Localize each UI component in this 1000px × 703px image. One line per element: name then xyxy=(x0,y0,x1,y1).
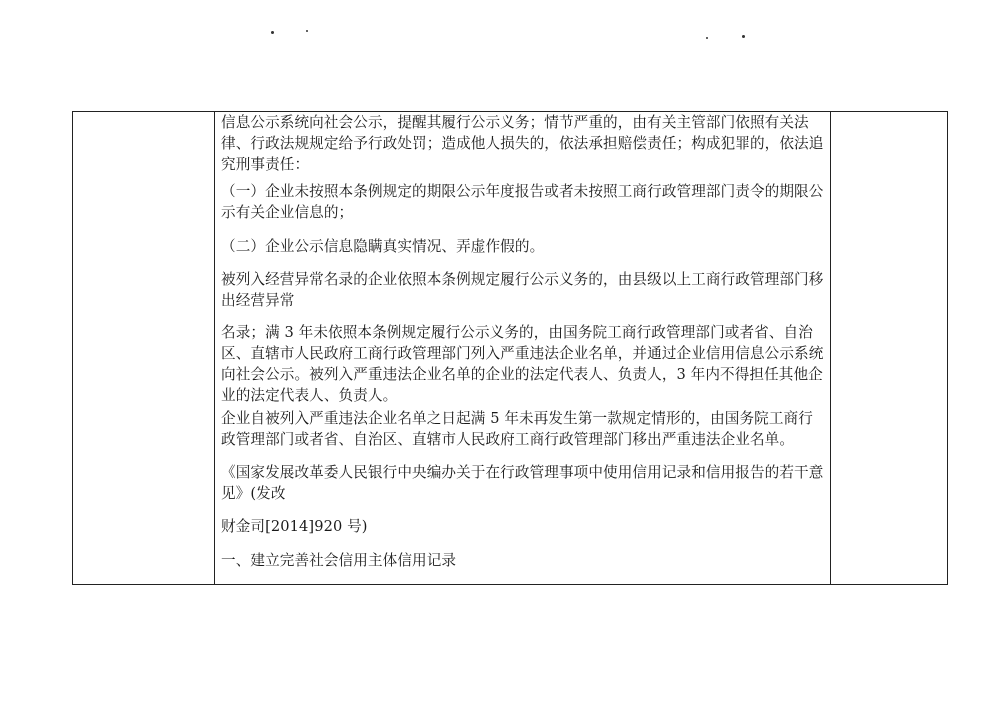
paragraph: 名录；满 3 年未依照本条例规定履行公示义务的，由国务院工商行政管理部门或者省、自治区、直辖市人民政府工商行政管理部门列入严重违法企业名单，并通过企业信用信息公示系统向社会公示。被列入严重违法企业名单的企业的法定代表人、负责人，3 年内不得担任其他企业的法定代表人、负责人。 xyxy=(221,324,824,404)
column-divider xyxy=(214,112,215,584)
paragraph: （一）企业未按照本条例规定的期限公示年度报告或者未按照工商行政管理部门责令的期限公示有关企业信息的； xyxy=(221,183,824,221)
column-divider xyxy=(830,112,831,584)
scan-speck xyxy=(306,30,308,32)
scan-speck xyxy=(706,37,708,39)
scan-speck xyxy=(742,35,745,38)
paragraph: 被列入经营异常名录的企业依照本条例规定履行公示义务的，由县级以上工商行政管理部门移出经营异常 xyxy=(221,271,824,309)
paragraph: 财金司[2014]920 号) xyxy=(221,518,368,535)
document-table xyxy=(72,111,948,585)
paragraph: 企业自被列入严重违法企业名单之日起满 5 年未再发生第一款规定情形的，由国务院工商行政管理部门或者省、自治区、直辖市人民政府工商行政管理部门移出严重违法企业名单。 xyxy=(221,410,813,448)
paragraph: 一、建立完善社会信用主体信用记录 xyxy=(221,552,457,569)
paragraph: 《国家发展改革委人民银行中央编办关于在行政管理事项中使用信用记录和信用报告的若干意见》(发改 xyxy=(221,464,824,502)
paragraph: （二）企业公示信息隐瞒真实情况、弄虚作假的。 xyxy=(221,238,545,255)
paragraph: 信息公示系统向社会公示，提醒其履行公示义务；情节严重的，由有关主管部门依照有关法律、行政法规规定给予行政处罚；造成他人损失的，依法承担赔偿责任；构成犯罪的，依法追究刑事责任： xyxy=(221,114,824,173)
scan-speck xyxy=(271,31,274,34)
